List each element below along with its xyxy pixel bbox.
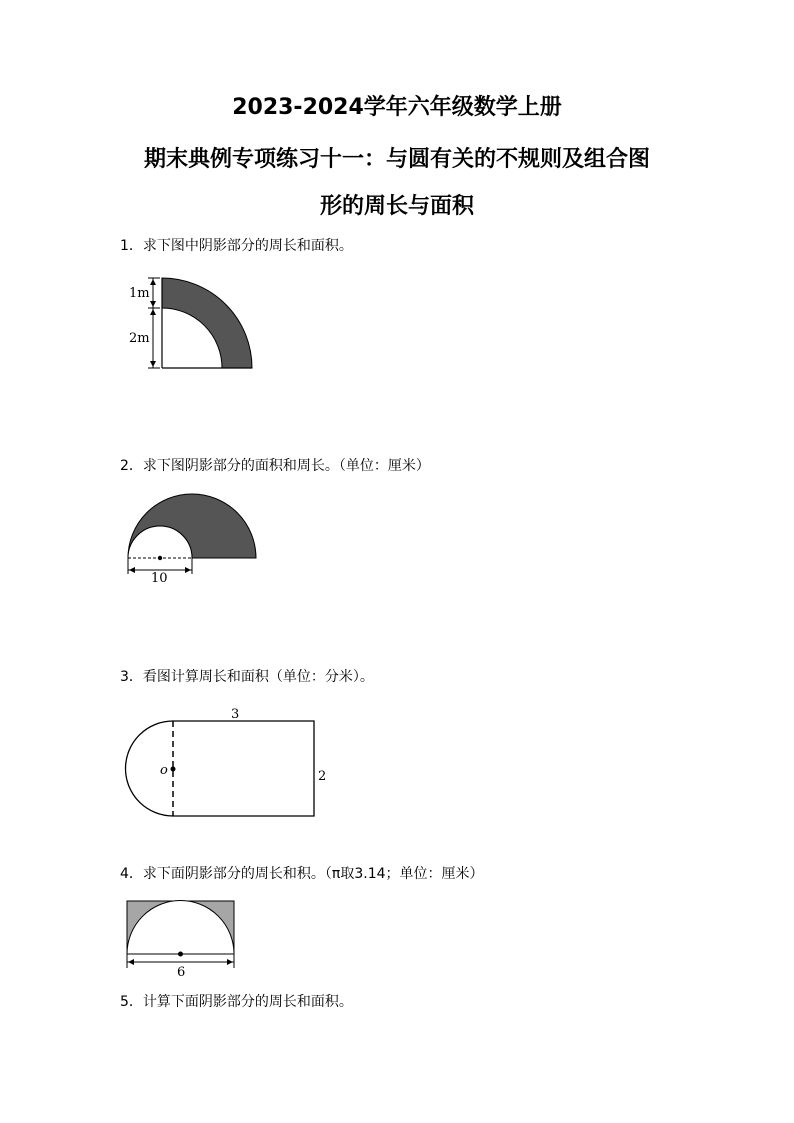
question-3-text: 看图计算周长和面积（单位：分米）。 — [142, 669, 374, 685]
figure-4-label-bottom: 6 — [177, 965, 186, 980]
question-1-text: 求下图中阴影部分的周长和面积。 — [142, 238, 353, 254]
figure-2-arrow-right — [185, 567, 191, 573]
figure-1-label-outer: 1m — [129, 286, 150, 301]
question-4-number: 4． — [120, 866, 143, 882]
question-1 — [120, 236, 353, 256]
question-5-text: 计算下面阴影部分的周长和面积。 — [142, 994, 353, 1010]
question-5-number: 5． — [120, 994, 143, 1010]
figure-1-arrow-3 — [150, 309, 156, 315]
figure-4-arrow-right — [227, 959, 233, 965]
figure-4 — [120, 898, 245, 980]
figure-1 — [120, 272, 270, 377]
title-line-3: 形的周长与面积 — [319, 194, 474, 219]
title-line-2: 期末典例专项练习十一：与圆有关的不规则及组合图 — [143, 147, 650, 172]
figure-1-arrow-4 — [150, 361, 156, 367]
question-4 — [120, 864, 484, 884]
figure-2-arrow-left — [129, 567, 135, 573]
question-2-number: 2． — [120, 458, 143, 474]
question-3 — [120, 667, 374, 687]
figure-1-arrow-1 — [150, 279, 156, 285]
figure-3-center-dot — [171, 767, 176, 772]
figure-1-arrow-2 — [150, 301, 156, 307]
figure-1-label-inner: 2m — [129, 331, 150, 346]
question-2-text: 求下图阴影部分的面积和周长。（单位：厘米） — [142, 458, 430, 474]
figure-3-label-right: 2 — [318, 769, 327, 784]
question-1-number: 1． — [120, 238, 143, 254]
figure-3-label-center: o — [160, 763, 168, 778]
question-2 — [120, 456, 430, 476]
figure-3 — [120, 703, 340, 823]
figure-3-outline — [126, 721, 315, 816]
title-line-1: 2023-2024学年六年级数学上册 — [232, 95, 562, 120]
figure-2-center-dot — [158, 556, 162, 560]
figure-2-label-diameter: 10 — [151, 571, 168, 585]
figure-4-center-dot — [178, 952, 183, 957]
figure-1-shaded-ring — [162, 278, 252, 368]
figure-3-label-top: 3 — [231, 707, 240, 722]
question-3-number: 3． — [120, 669, 143, 685]
figure-4-arrow-left — [128, 959, 134, 965]
question-5 — [120, 992, 353, 1012]
figure-2 — [120, 490, 285, 585]
question-4-text: 求下面阴影部分的周长和积。（π取3.14；单位：厘米） — [142, 866, 484, 882]
